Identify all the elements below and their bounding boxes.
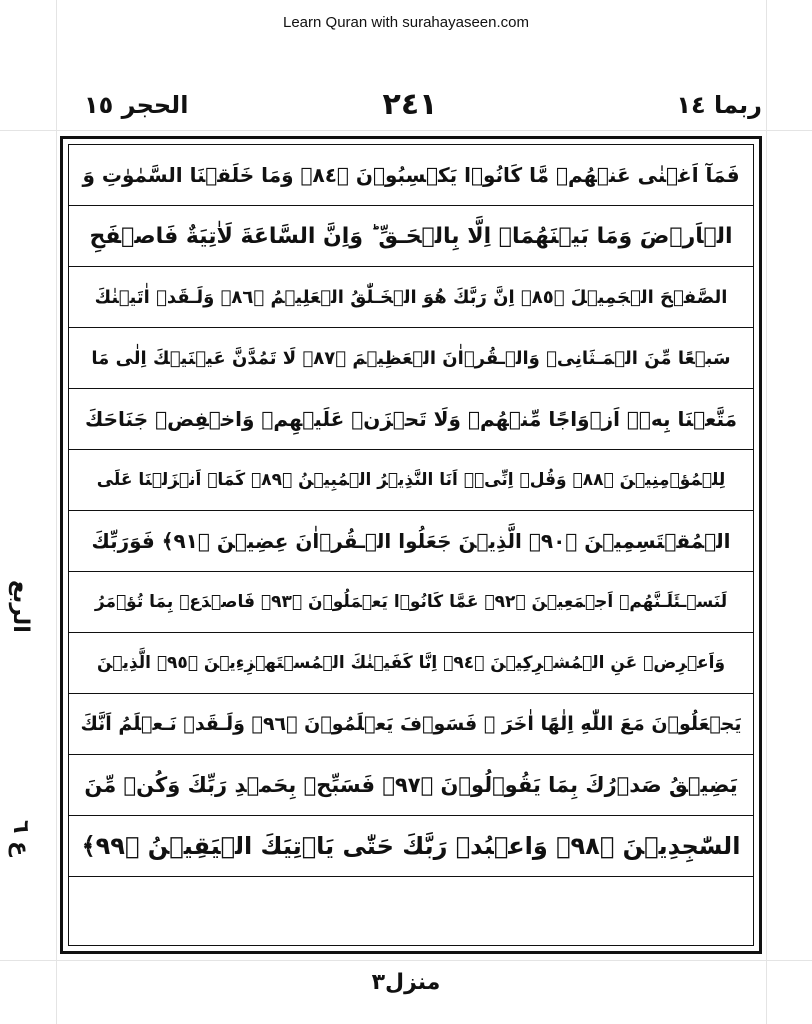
verse-line: وَاَعۡرِضۡ عَنِ الۡمُشۡرِكِيۡنَ ﴿٩٤﴾ اِنَّا كَفَيۡنٰكَ الۡمُسۡتَهۡزِءِيۡنَ ﴿٩٥﴾ الَّذِيۡنَ [69, 633, 753, 694]
verse-line: مَتَّعۡنَا بِهٖۤ اَزۡوَاجًا مِّنۡهُمۡ وَلَا تَحۡزَنۡ عَلَيۡهِمۡ وَاخۡفِضۡ جَنَاحَكَ [69, 389, 753, 450]
text-frame [60, 136, 762, 954]
verse-line: سَبۡعًا مِّنَ الۡمَـثَانِىۡ وَالۡـقُرۡاٰنَ الۡعَظِيۡمَ ﴿٨٧﴾ لَا تَمُدَّنَّ عَيۡنَيۡكَ اِلٰى مَا [69, 328, 753, 389]
verse-line: الۡمُقۡتَسِمِيۡنَ ﴿٩٠﴾ الَّذِيۡنَ جَعَلُوا الۡـقُرۡاٰنَ عِضِيۡنَ ﴿٩١﴾ فَوَرَبِّكَ [69, 511, 753, 572]
verse-line: السّٰجِدِيۡنَ ﴿٩٨﴾ وَاعۡبُدۡ رَبَّكَ حَتّٰى يَاۡتِيَكَ الۡيَقِيۡنُ ﴿٩٩﴾ [69, 816, 753, 877]
rub-marker: الربع [8, 580, 33, 633]
para-name: ربما ١٤ [676, 91, 762, 119]
verse-line: لِلۡمُؤۡمِنِيۡنَ ﴿٨٨﴾ وَقُلۡ اِنِّىۡۤ اَنَا النَّذِيۡرُ الۡمُبِيۡنُ ﴿٨٩﴾ كَمَاۤ اَنۡزَلۡنَا عَلَى [69, 450, 753, 511]
page-header [0, 88, 812, 122]
verse-line: الصَّفۡحَ الۡجَمِيۡلَ ﴿٨٥﴾ اِنَّ رَبَّكَ هُوَ الۡخَـلّٰقُ الۡعَلِيۡمُ ﴿٨٦﴾ وَلَـقَدۡ اٰتَيۡنٰكَ [69, 267, 753, 328]
ruku-marker: ع ٦ [8, 820, 33, 857]
verse-line: فَمَآ اَغۡنٰی عَنۡهُمۡ مَّا كَانُوۡا يَكۡسِبُوۡنَ ﴿٨٤﴾ وَمَا خَلَقۡنَا السَّمٰوٰتِ وَ [69, 145, 753, 206]
verse-line: الۡاَرۡضَ وَمَا بَيۡنَهُمَاۤ اِلَّا بِالۡحَـقِّ ؕ وَاِنَّ السَّاعَةَ لَاٰتِيَةٌ فَاصۡفَحِ [69, 206, 753, 267]
site-banner: Learn Quran with surahayaseen.com [283, 14, 529, 31]
verse-line: يَجۡعَلُوۡنَ مَعَ اللّٰهِ اِلٰهًا اٰخَرَ ۚ فَسَوۡفَ يَعۡلَمُوۡنَ ﴿٩٦﴾ وَلَـقَدۡ نَـعۡلَمُ اَنَّكَ [69, 694, 753, 755]
verse-line: لَنَسۡـئَلَـنَّهُمۡ اَجۡمَعِيۡنَ ﴿٩٢﴾ عَمَّا كَانُوۡا يَعۡمَلُوۡنَ ﴿٩٣﴾ فَاصۡدَعۡ بِمَا تُؤۡمَرُ [69, 572, 753, 633]
verse-line: يَضِيۡقُ صَدۡرُكَ بِمَا يَقُوۡلُوۡنَ ﴿٩٧﴾ فَسَبِّحۡ بِحَمۡدِ رَبِّكَ وَكُنۡ مِّنَ [69, 755, 753, 816]
page-guide-right [766, 0, 767, 1024]
manzil-footer: منزل٣ [371, 970, 441, 995]
page-number: ٢٤١ [382, 87, 438, 122]
text-frame-inner [68, 144, 754, 946]
page-guide-bottom [0, 960, 812, 961]
page-guide-top [0, 130, 812, 131]
page-guide-left [56, 0, 57, 1024]
surah-name: الحجر ١٥ [84, 91, 189, 119]
